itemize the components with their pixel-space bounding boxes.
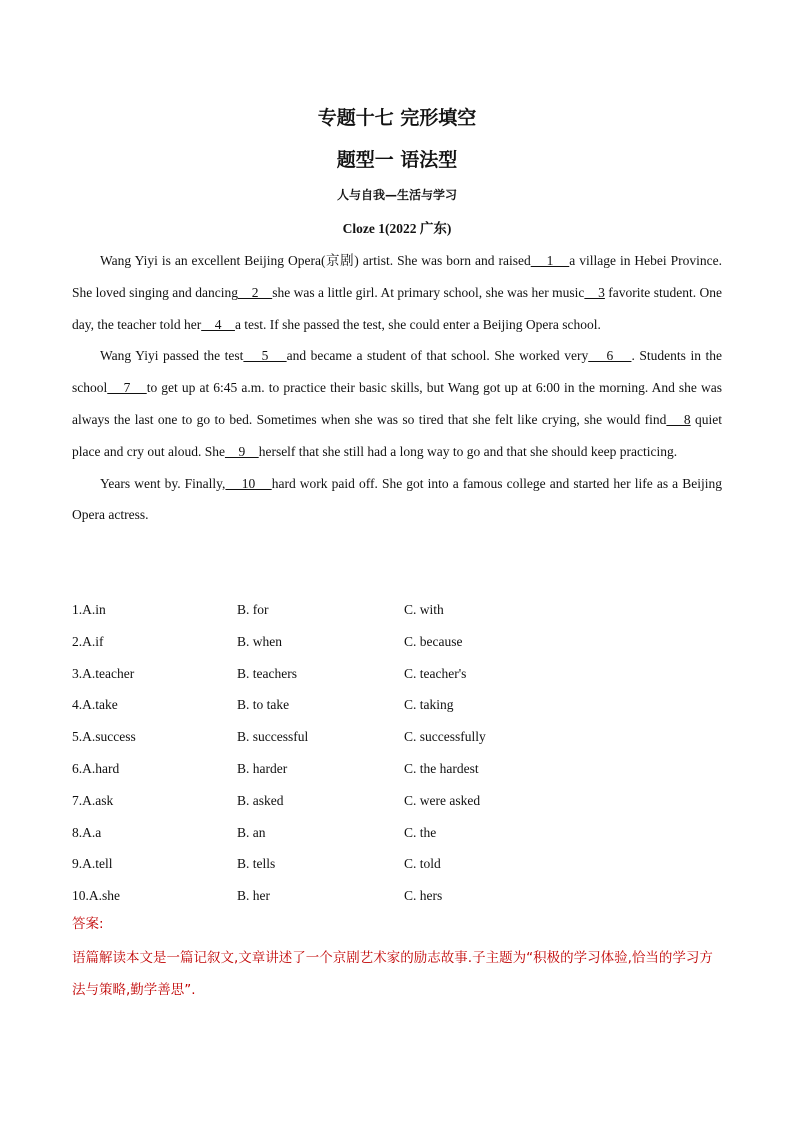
option-a: 2.A.if: [72, 633, 104, 649]
option-b: B. an: [237, 824, 266, 840]
option-a: 9.A.tell: [72, 856, 113, 872]
option-b: B. successful: [237, 729, 309, 745]
cloze-passage: [72, 245, 722, 531]
passage-paragraph-1: [72, 245, 722, 340]
option-b: B. tells: [237, 856, 276, 872]
option-a: 5.A.success: [72, 729, 136, 745]
blank-6: 6: [588, 348, 632, 364]
passage-text: a village in Hebei Province. She loved singing and dancing: [72, 253, 722, 300]
option-row-6: [72, 753, 722, 785]
option-a: 8.A.a: [72, 824, 102, 840]
passage-text: . Students in the school: [72, 348, 723, 396]
option-row-9: [72, 848, 722, 880]
blank-1: 1: [530, 253, 570, 268]
option-c: C. because: [404, 633, 463, 649]
passage-text: favorite student. One day, the teacher told her: [72, 284, 723, 332]
option-c: C. the: [404, 824, 437, 840]
option-c: C. the hardest: [404, 760, 479, 776]
blank-8: 8: [666, 411, 691, 427]
passage-text: Wang Yiyi is an excellent Beijing Opera(京剧) artist. She was born and raised: [100, 253, 531, 268]
option-row-7: [72, 785, 722, 817]
passage-text: quiet place and cry out aloud. She: [72, 411, 723, 459]
section-title: 题型一 语法型: [336, 149, 458, 171]
option-b: B. asked: [237, 792, 284, 808]
passage-text: Wang Yiyi passed the test: [100, 348, 244, 364]
passage-text: a test. If she passed the test, she could enter a Beijing Opera school.: [234, 316, 601, 332]
blank-3: 3: [584, 284, 605, 300]
option-c: C. teacher's: [404, 665, 467, 681]
passage-paragraph-3: [72, 468, 722, 532]
option-a: 6.A.hard: [72, 760, 120, 776]
option-a: 1.A.in: [72, 602, 106, 617]
passage-text: to get up at 6:45 a.m. to practice their basic skills, but Wang got up at 6:00 in the morning. And she was always the last one to go to bed. Sometimes when she was so tired that she felt like crying, she would find: [72, 380, 722, 427]
option-c: C. were asked: [404, 792, 481, 808]
cloze-title: Cloze 1(2022 广东): [342, 221, 452, 236]
passage-text: hard work paid off. She got into a famous college and started her life as a Beijing Opera actress.: [72, 475, 723, 523]
option-a: 4.A.take: [72, 697, 118, 713]
option-row-4: [72, 689, 722, 721]
passage-text: she was a little girl. At primary school, she was her music: [272, 284, 585, 300]
answer-analysis: 语篇解读本文是一篇记叙文,文章讲述了一个京剧艺术家的励志故事.子主题为“积极的学习体验,恰当的学习方法与策略,勤学善思”.: [72, 950, 713, 998]
option-row-8: [72, 817, 722, 849]
option-c: C. taking: [404, 697, 454, 713]
passage-text: Years went by. Finally,: [100, 475, 226, 491]
option-row-1: [72, 594, 722, 626]
option-a: 3.A.teacher: [72, 665, 135, 681]
page-title: 专题十七 完形填空: [317, 107, 477, 129]
blank-10: 10: [225, 475, 272, 491]
option-a: 10.A.she: [72, 888, 120, 904]
option-c: C. successfully: [404, 729, 486, 745]
passage-text: herself that she still had a long way to go and that she should keep practicing.: [258, 443, 678, 459]
option-row-2: [72, 626, 722, 658]
option-c: C. with: [404, 602, 444, 617]
option-c: C. told: [404, 856, 441, 872]
option-b: B. harder: [237, 760, 288, 776]
passage-paragraph-2: [72, 340, 722, 467]
option-row-3: [72, 658, 722, 690]
option-row-10: [72, 880, 722, 912]
option-b: B. for: [237, 602, 269, 617]
option-row-5: [72, 721, 722, 753]
option-b: B. her: [237, 888, 270, 904]
blank-7: 7: [107, 380, 147, 396]
blank-4: 4: [201, 316, 235, 332]
option-b: B. teachers: [237, 665, 297, 681]
theme-subtitle: 人与自我—生活与学习: [336, 188, 457, 202]
option-b: B. when: [237, 633, 282, 649]
options-list: [72, 594, 722, 912]
option-b: B. to take: [237, 697, 290, 713]
option-c: C. hers: [404, 888, 443, 904]
blank-9: 9: [224, 443, 259, 459]
passage-text: and became a student of that school. She worked very: [286, 348, 589, 364]
answer-label: 答案:: [72, 916, 104, 932]
blank-2: 2: [237, 284, 273, 300]
blank-5: 5: [243, 348, 287, 364]
option-a: 7.A.ask: [72, 792, 114, 808]
